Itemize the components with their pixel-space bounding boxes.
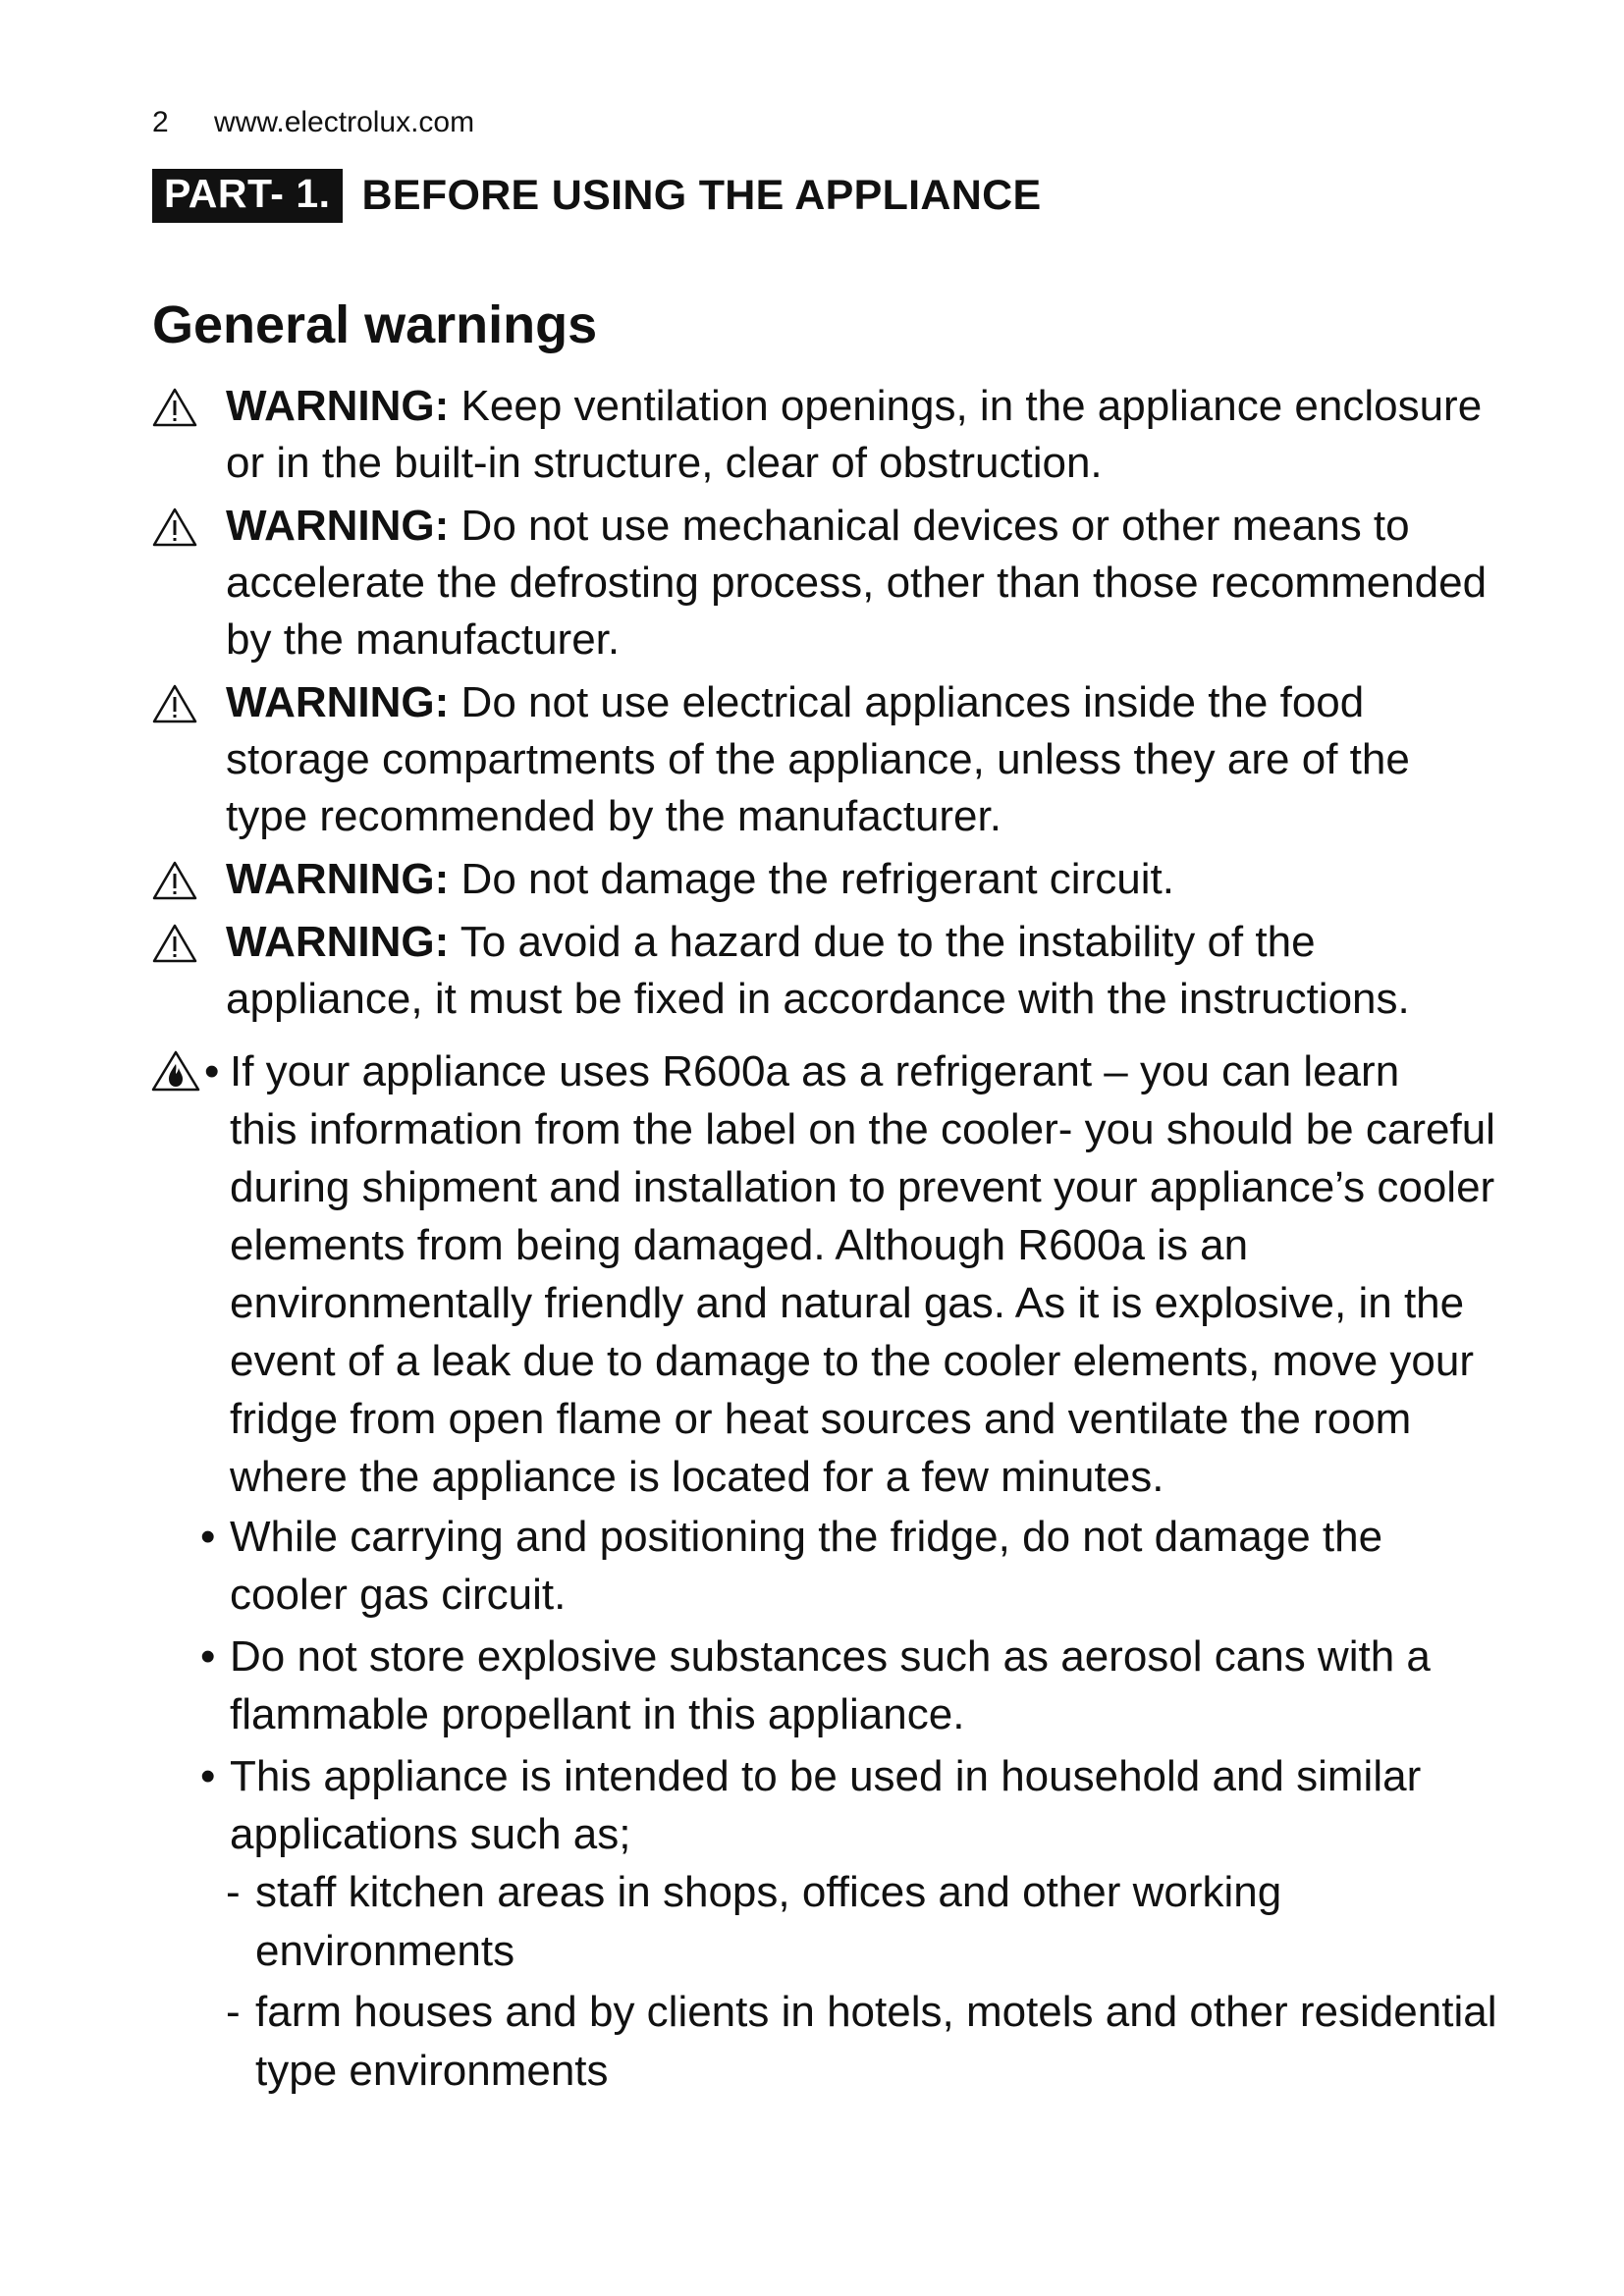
warning-triangle-icon — [152, 684, 197, 723]
warning-text: Keep ventilation openings, in the appliance enclosure — [460, 382, 1483, 430]
warning-triangle-icon — [152, 924, 197, 963]
part-badge: PART- 1. — [152, 169, 343, 223]
warning-text: appliance, it must be fixed in accordance with the instructions. — [226, 975, 1410, 1023]
warning-text: Do not use mechanical devices or other means to — [460, 502, 1410, 550]
dash-symbol: - — [226, 1868, 241, 1916]
warning-text: type recommended by the manufacturer. — [226, 792, 1001, 840]
warning-text: Do not use electrical appliances inside the food — [460, 678, 1365, 726]
warning-triangle-icon — [152, 861, 197, 900]
sub-item-list — [226, 1863, 1624, 2103]
bullet-symbol: • — [200, 1513, 216, 1561]
website-link[interactable]: www.electrolux.com — [214, 106, 475, 138]
warning-label: WARNING: — [226, 678, 450, 726]
r600a-text: during shipment and installation to prevent your appliance’s cooler — [230, 1163, 1495, 1211]
warning-text: or in the built-in structure, clear of obstruction. — [226, 439, 1103, 487]
flammable-warning-icon — [151, 1050, 200, 1092]
warnings-list — [147, 378, 1624, 1034]
warning-item — [147, 851, 1624, 908]
warning-triangle-icon — [152, 507, 197, 547]
sub-item — [226, 1983, 1624, 2101]
r600a-text: fridge from open flame or heat sources and ventilate the room — [230, 1395, 1412, 1443]
warning-text: To avoid a hazard due to the instability of the — [460, 918, 1316, 966]
sub-item-text: environments — [255, 1927, 515, 1975]
bullet-symbol: • — [200, 1752, 216, 1800]
bullet-text: flammable propellant in this appliance. — [230, 1690, 965, 1738]
warning-text: storage compartments of the appliance, unless they are of the — [226, 735, 1410, 783]
bullet-text: cooler gas circuit. — [230, 1571, 567, 1619]
warning-item — [147, 914, 1624, 1028]
page-header — [152, 106, 474, 139]
bullet-item — [196, 1508, 1624, 1624]
bullet-list — [196, 1508, 1624, 1867]
sub-item-text: farm houses and by clients in hotels, motels and other residential — [255, 1988, 1497, 2036]
r600a-text: environmentally friendly and natural gas. As it is explosive, in the — [230, 1279, 1465, 1327]
warning-item — [147, 498, 1624, 668]
bullet-text: Do not store explosive substances such as aerosol cans with a — [230, 1632, 1431, 1681]
warning-item — [147, 674, 1624, 845]
warning-label: WARNING: — [226, 918, 450, 966]
part-title: BEFORE USING THE APPLIANCE — [361, 172, 1042, 219]
bullet-symbol: • — [200, 1632, 216, 1681]
warning-text: by the manufacturer. — [226, 615, 621, 664]
page-number: 2 — [152, 106, 169, 138]
bullet-item — [196, 1747, 1624, 1863]
bullet-text: This appliance is intended to be used in household and similar — [230, 1752, 1422, 1800]
bullet-item — [196, 1628, 1624, 1743]
sub-item-text: type environments — [255, 2047, 609, 2095]
r600a-text: If your appliance uses R600a as a refrigerant – you can learn — [230, 1047, 1400, 1095]
part-heading — [152, 169, 1041, 223]
warning-triangle-icon — [152, 388, 197, 427]
r600a-text: where the appliance is located for a few minutes. — [230, 1453, 1164, 1501]
warning-label: WARNING: — [226, 502, 450, 550]
bullet-symbol: • — [204, 1047, 220, 1095]
r600a-text: elements from being damaged. Although R600a is an — [230, 1221, 1249, 1269]
warning-text: accelerate the defrosting process, other than those recommended — [226, 559, 1488, 607]
warning-label: WARNING: — [226, 382, 450, 430]
sub-item — [226, 1863, 1624, 1981]
r600a-text: event of a leak due to damage to the cooler elements, move your — [230, 1337, 1474, 1385]
warning-label: WARNING: — [226, 855, 450, 903]
warning-text: Do not damage the refrigerant circuit. — [460, 855, 1174, 903]
r600a-section — [147, 1042, 1624, 1506]
r600a-item — [147, 1042, 1624, 1506]
bullet-text: applications such as; — [230, 1810, 631, 1858]
section-title: General warnings — [152, 295, 598, 354]
dash-symbol: - — [226, 1988, 241, 2036]
warning-item — [147, 378, 1624, 492]
sub-item-text: staff kitchen areas in shops, offices and other working — [255, 1868, 1282, 1916]
bullet-text: While carrying and positioning the fridge, do not damage the — [230, 1513, 1383, 1561]
r600a-text: this information from the label on the cooler- you should be careful — [230, 1105, 1495, 1153]
